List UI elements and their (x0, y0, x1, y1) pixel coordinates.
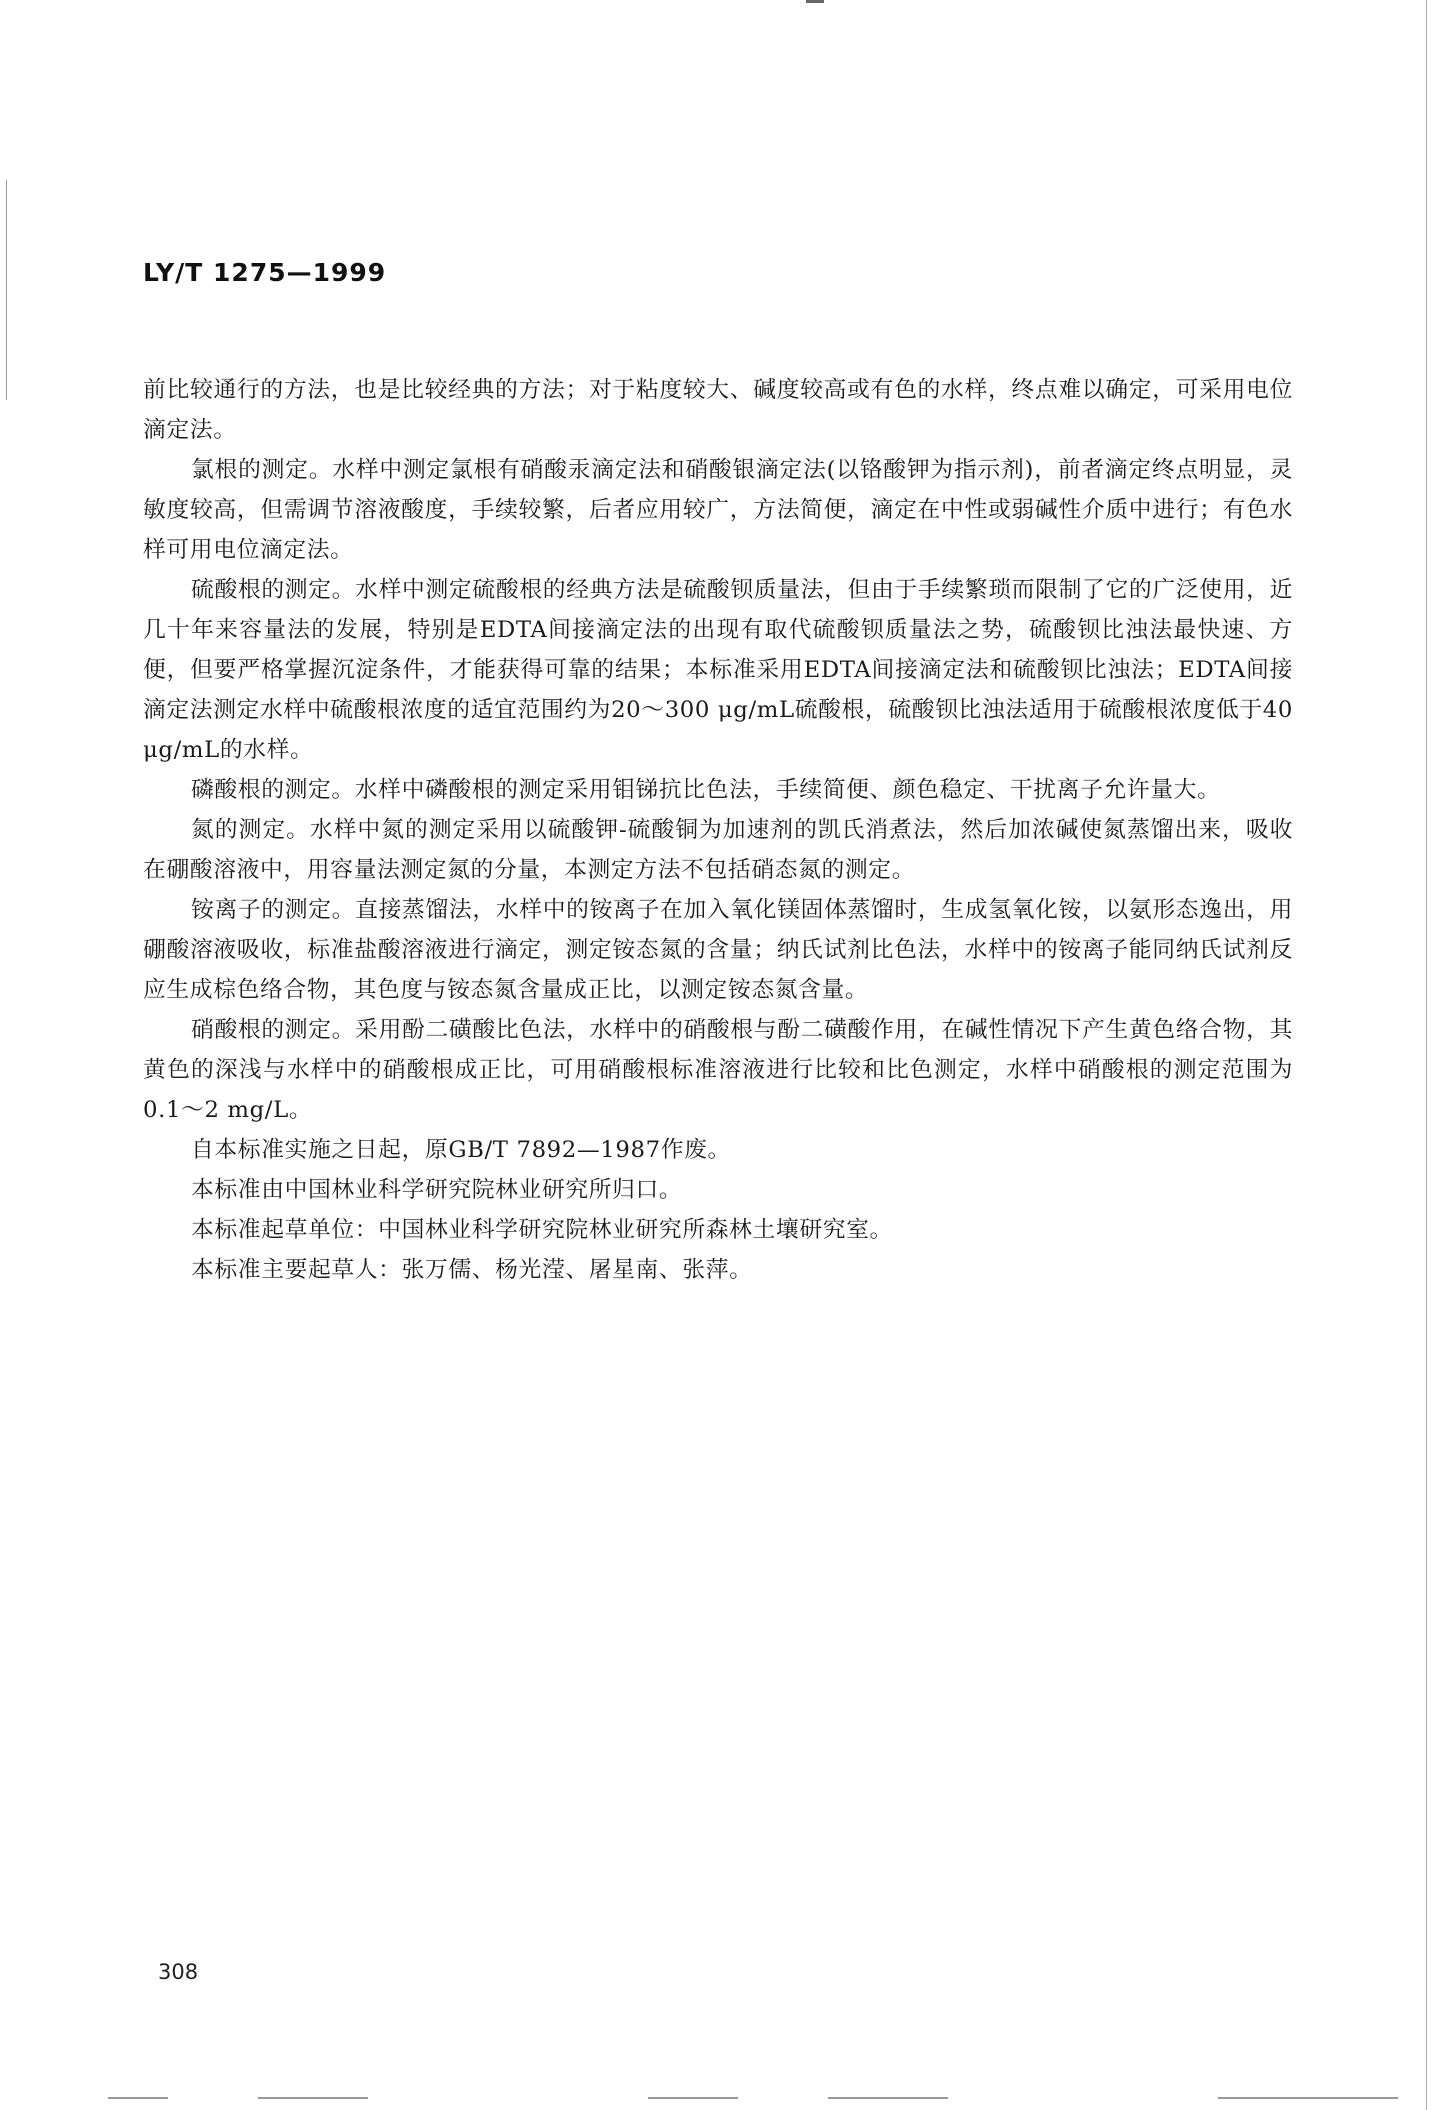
paragraph-ammonium: 铵离子的测定。直接蒸馏法，水样中的铵离子在加入氧化镁固体蒸馏时，生成氢氧化铵，以氨形态逸出，用硼酸溶液吸收，标准盐酸溶液进行滴定，测定铵态氮的含量；纳氏试剂比色法，水样中的铵离子能同纳氏试剂反应生成棕色络合物，其色度与铵态氮含量成正比，以测定铵态氮含量。 (143, 897, 1293, 1003)
scan-bottom-lines (108, 2097, 1408, 2099)
paragraph-responsible: 本标准由中国林业科学研究院林业研究所归口。 (191, 1177, 683, 1203)
paragraph-chloride: 氯根的测定。水样中测定氯根有硝酸汞滴定法和硝酸银滴定法(以铬酸钾为指示剂)，前者滴定终点明显，灵敏度较高，但需调节溶液酸度，手续较繁，后者应用较广，方法简便，滴定在中性或弱碱性介质中进行；有色水样可用电位滴定法。 (143, 457, 1293, 563)
paragraph-nitrate: 硝酸根的测定。采用酚二磺酸比色法，水样中的硝酸根与酚二磺酸作用，在碱性情况下产生黄色络合物，其黄色的深浅与水样中的硝酸根成正比，可用硝酸根标准溶液进行比较和比色测定，水样中硝酸根的测定范围为0.1～2 mg/L。 (143, 1017, 1293, 1123)
body-text (143, 370, 1293, 1290)
scan-mark (806, 0, 824, 3)
scan-edge-left (6, 180, 7, 400)
paragraph-nitrogen: 氮的测定。水样中氮的测定采用以硫酸钾-硫酸铜为加速剂的凯氏消煮法，然后加浓碱使氮蒸馏出来，吸收在硼酸溶液中，用容量法测定氮的分量，本测定方法不包括硝态氮的测定。 (143, 817, 1293, 883)
page-number: 308 (158, 1960, 199, 1984)
paragraph-continuation: 前比较通行的方法，也是比较经典的方法；对于粘度较大、碱度较高或有色的水样，终点难以确定，可采用电位滴定法。 (143, 377, 1293, 443)
paragraph-drafters: 本标准主要起草人：张万儒、杨光滢、屠星南、张萍。 (191, 1257, 753, 1283)
paragraph-drafting-unit: 本标准起草单位：中国林业科学研究院林业研究所森林土壤研究室。 (191, 1217, 893, 1243)
standard-code: LY/T 1275—1999 (143, 258, 387, 287)
paragraph-supersedes: 自本标准实施之日起，原GB/T 7892—1987作废。 (191, 1137, 731, 1163)
paragraph-sulfate: 硫酸根的测定。水样中测定硫酸根的经典方法是硫酸钡质量法，但由于手续繁琐而限制了它的广泛使用，近几十年来容量法的发展，特别是EDTA间接滴定法的出现有取代硫酸钡质量法之势，硫酸钡比浊法最快速、方便，但要严格掌握沉淀条件，才能获得可靠的结果；本标准采用EDTA间接滴定法和硫酸钡比浊法；EDTA间接滴定法测定水样中硫酸根浓度的适宜范围约为20～300 μg/mL硫酸根，硫酸钡比浊法适用于硫酸根浓度低于40 μg/mL的水样。 (143, 577, 1293, 763)
scan-edge-right (1426, 0, 1427, 2110)
paragraph-phosphate: 磷酸根的测定。水样中磷酸根的测定采用钼锑抗比色法，手续简便、颜色稳定、干扰离子允许量大。 (191, 777, 1221, 803)
